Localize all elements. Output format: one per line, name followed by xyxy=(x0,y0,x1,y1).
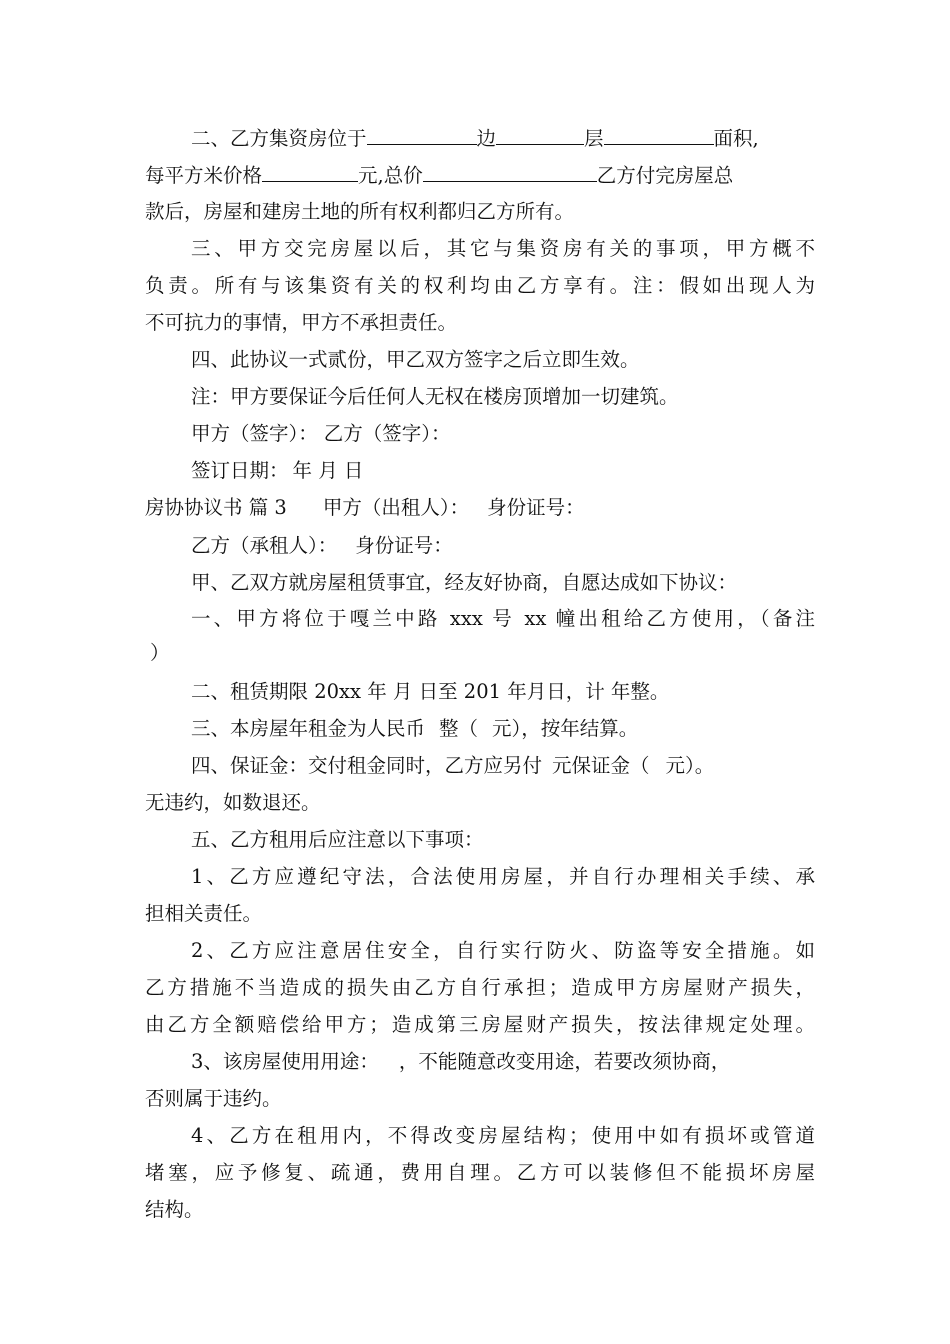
line-17 xyxy=(191,716,815,742)
party-a-signature-label: 甲方（签字）： xyxy=(191,422,318,445)
section-heading: 房协协议书 篇 3 xyxy=(145,496,287,519)
text: 四、保证金：交付租金同时，乙方应另付 xyxy=(191,754,543,777)
text: ，不能随意改变用途，若要改须协商， xyxy=(398,1050,731,1073)
text: 二、乙方集资房位于 xyxy=(191,127,367,150)
line-27: 否则属于违约。 xyxy=(145,1087,282,1110)
line-21: 1、乙方应遵纪守法，合法使用房屋，并自行办理相关手续、承 xyxy=(191,865,815,888)
line-5: 负责。所有与该集资有关的权利均由乙方享有。注：假如出现人为 xyxy=(145,274,815,297)
lessor-label: 甲方（出租人）： xyxy=(322,496,470,519)
line-14: 一、甲方将位于嘎兰中路 xxx 号 xx 幢出租给乙方使用，（备注 xyxy=(191,607,815,630)
blank-underline xyxy=(604,124,714,145)
line-16: 二、租赁期限 20xx 年 月 日至 201 年月日，计 年整。 xyxy=(191,680,670,703)
party-b-signature-label: 乙方（签字）： xyxy=(323,422,451,445)
line-8: 注：甲方要保证今后任何人无权在楼房顶增加一切建筑。 xyxy=(191,385,679,408)
blank-underline xyxy=(496,124,584,145)
line-30: 结构。 xyxy=(145,1198,204,1221)
blank-underline xyxy=(262,161,358,182)
line-1 xyxy=(191,124,815,152)
line-15: ） xyxy=(150,641,170,664)
line-19: 无违约，如数退还。 xyxy=(145,791,321,814)
text: 面积, xyxy=(713,127,759,150)
line-28: 4、乙方在租用内，不得改变房屋结构；使用中如有损坏或管道 xyxy=(191,1124,815,1147)
line-25: 由乙方全额赔偿给甲方；造成第三房屋财产损失，按法律规定处理。 xyxy=(145,1013,815,1036)
line-3: 款后，房屋和建房土地的所有权利都归乙方所有。 xyxy=(145,200,575,223)
line-2 xyxy=(145,161,815,189)
blank-underline xyxy=(367,124,477,145)
line-4: 三、甲方交完房屋以后，其它与集资房有关的事项，甲方概不 xyxy=(191,237,815,260)
blank-underline xyxy=(423,161,597,182)
line-10 xyxy=(191,458,815,484)
line-29: 堵塞，应予修复、疏通，费用自理。乙方可以装修但不能损坏房屋 xyxy=(145,1161,815,1184)
line-20: 五、乙方租用后应注意以下事项： xyxy=(191,828,484,851)
text: 元,总价 xyxy=(358,164,423,187)
line-18 xyxy=(191,753,815,779)
text: 整（ xyxy=(439,717,479,740)
signing-date-value: 年 月 日 xyxy=(292,459,364,482)
line-11 xyxy=(145,495,815,521)
text: 边 xyxy=(476,127,497,150)
text: 元）。 xyxy=(665,754,715,777)
text: 每平方米价格 xyxy=(145,164,263,187)
text: 元保证金（ xyxy=(552,754,650,777)
text: 层 xyxy=(584,127,604,150)
line-6: 不可抗力的事情，甲方不承担责任。 xyxy=(145,311,458,334)
text: 乙方付完房屋总 xyxy=(596,164,734,187)
line-23: 2、乙方应注意居住安全，自行实行防火、防盗等安全措施。如 xyxy=(191,939,815,962)
text: 元），按年结算。 xyxy=(492,717,639,740)
line-13: 甲、乙双方就房屋租赁事宜，经友好协商，自愿达成如下协议： xyxy=(191,571,738,594)
line-24: 乙方措施不当造成的损失由乙方自行承担；造成甲方房屋财产损失， xyxy=(145,976,815,999)
text: 3、该房屋使用用途： xyxy=(191,1050,379,1073)
signing-date-label: 签订日期： xyxy=(191,459,289,482)
line-22: 担相关责任。 xyxy=(145,902,263,925)
id-number-label: 身份证号： xyxy=(355,534,453,557)
id-number-label: 身份证号： xyxy=(487,496,585,519)
line-9 xyxy=(191,421,815,447)
lessee-label: 乙方（承租人）： xyxy=(191,534,338,557)
text: 三、本房屋年租金为人民币 xyxy=(191,717,426,740)
line-7: 四、此协议一式贰份，甲乙双方签字之后立即生效。 xyxy=(191,348,640,371)
line-26 xyxy=(191,1049,815,1075)
line-12 xyxy=(191,533,815,559)
